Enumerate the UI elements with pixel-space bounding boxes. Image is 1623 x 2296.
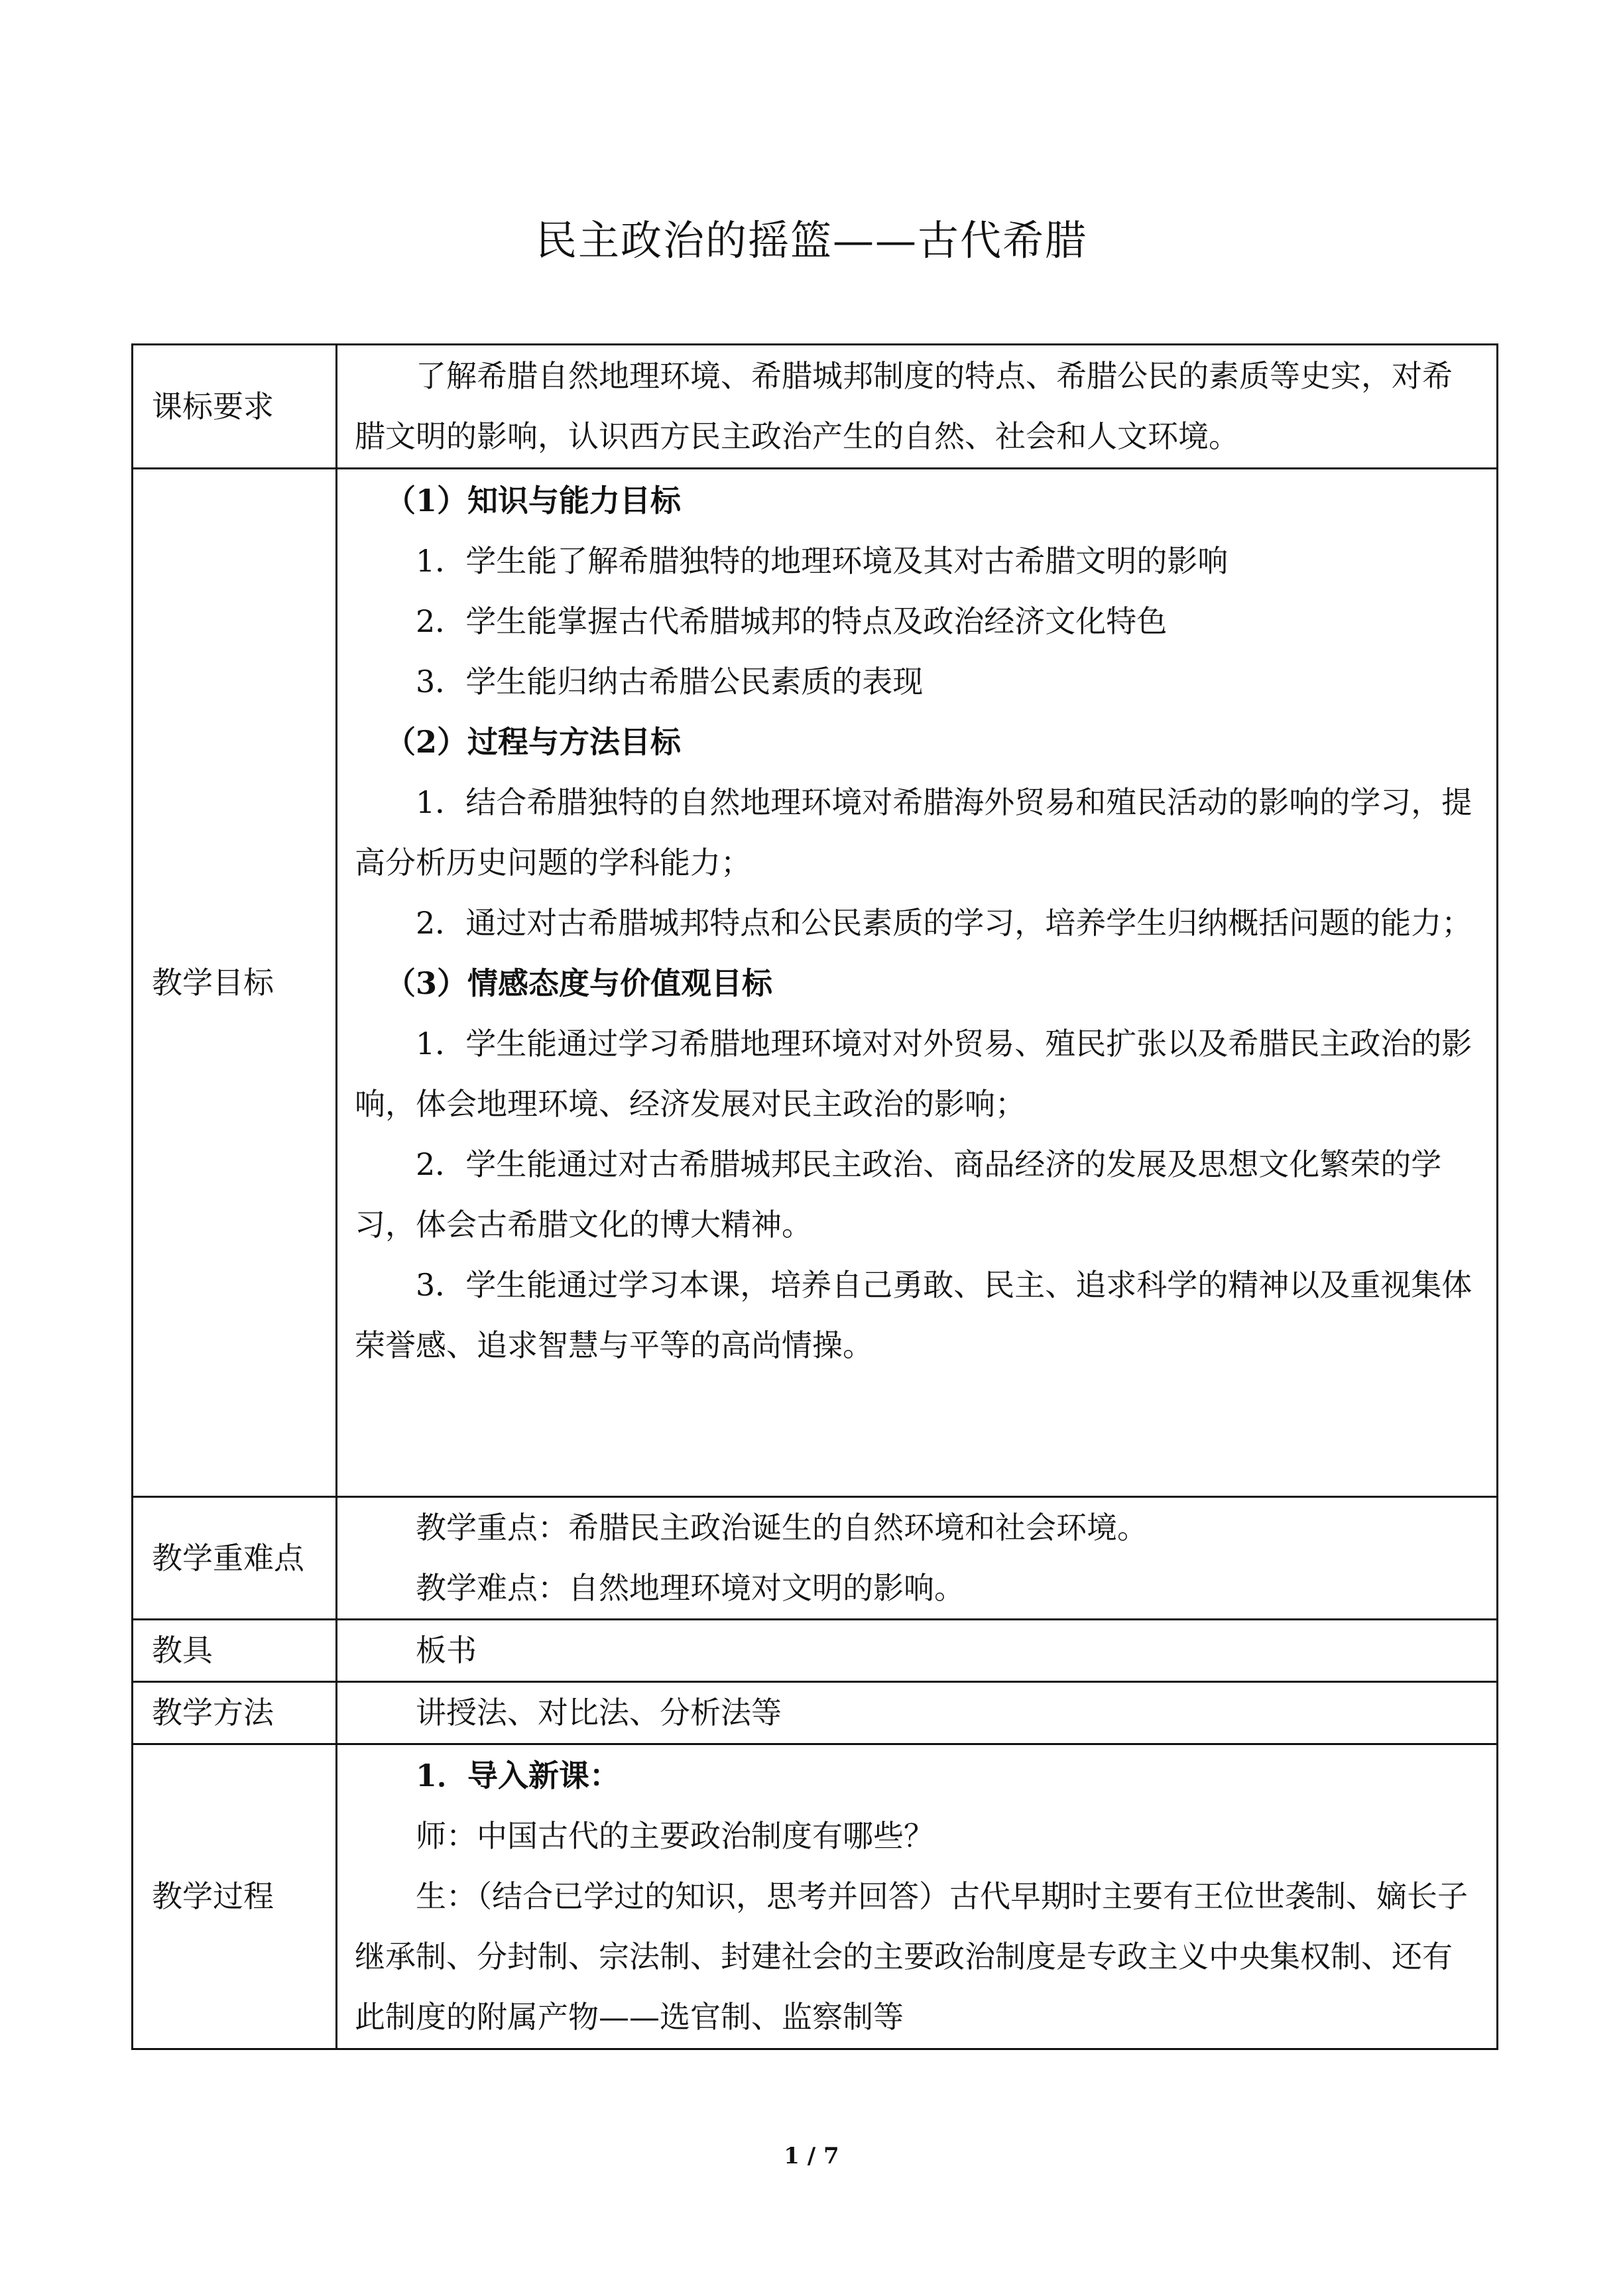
row-content-keypoints <box>337 1497 1498 1620</box>
objective-line: 1．结合希腊独特的自然地理环境对希腊海外贸易和殖民活动的影响的学习，提高分析历史问题的学科能力； <box>355 784 1473 880</box>
row-label-process: 教学过程 <box>133 1744 337 2049</box>
row-content-tools <box>337 1620 1498 1682</box>
row-label-keypoints: 教学重难点 <box>133 1497 337 1620</box>
methods-value: 讲授法、对比法、分析法等 <box>416 1695 782 1730</box>
table-row <box>133 469 1498 1497</box>
objective-line: 3．学生能归纳古希腊公民素质的表现 <box>416 664 924 699</box>
row-label-objectives: 教学目标 <box>133 469 337 1497</box>
difficulty-line: 教学难点：自然地理环境对文明的影响。 <box>416 1570 965 1606</box>
objective-line: 2．通过对古希腊城邦特点和公民素质的学习，培养学生归纳概括问题的能力； <box>416 905 1473 941</box>
process-line: 生：（结合已学过的知识，思考并回答）古代早期时主要有王位世袭制、嫡长子继承制、分封制、宗法制、封建社会的主要政治制度是专政主义中央集权制、还有此制度的附属产物——选官制、监察制等 <box>355 1878 1468 2035</box>
table-row <box>133 1497 1498 1620</box>
lesson-plan-table <box>131 343 1498 2050</box>
table-row <box>133 1744 1498 2049</box>
row-content-methods <box>337 1682 1498 1744</box>
page-title: 民主政治的摇篮——古代希腊 <box>535 216 1087 265</box>
row-label-methods: 教学方法 <box>133 1682 337 1744</box>
objective-line: 1．学生能了解希腊独特的地理环境及其对古希腊文明的影响 <box>416 543 1229 579</box>
objective-line: 1．学生能通过学习希腊地理环境对对外贸易、殖民扩张以及希腊民主政治的影响，体会地理环境、经济发展对民主政治的影响； <box>355 1026 1473 1122</box>
row-content-process <box>337 1744 1498 2049</box>
objective-line: 2．学生能通过对古希腊城邦民主政治、商品经济的发展及思想文化繁荣的学习，体会古希腊文化的博大精神。 <box>355 1146 1442 1242</box>
table-row <box>133 345 1498 469</box>
standard-text: 了解希腊自然地理环境、希腊城邦制度的特点、希腊公民的素质等史实，对希腊文明的影响，认识西方民主政治产生的自然、社会和人文环境。 <box>355 358 1453 454</box>
objective-heading-3: （3）情感态度与价值观目标 <box>385 965 773 1001</box>
keypoint-line: 教学重点：希腊民主政治诞生的自然环境和社会环境。 <box>416 1510 1148 1545</box>
row-content-standard <box>337 345 1498 469</box>
row-label-tools: 教具 <box>133 1620 337 1682</box>
objective-line: 3．学生能通过学习本课，培养自己勇敢、民主、追求科学的精神以及重视集体荣誉感、追求智慧与平等的高尚情操。 <box>355 1267 1473 1363</box>
table-row <box>133 1682 1498 1744</box>
tools-value: 板书 <box>416 1632 477 1668</box>
objective-heading-2: （2）过程与方法目标 <box>385 724 682 760</box>
table-row <box>133 1620 1498 1682</box>
process-line: 1．导入新课： <box>416 1758 621 1793</box>
row-label-standard: 课标要求 <box>133 345 337 469</box>
objective-heading-1: （1）知识与能力目标 <box>385 483 682 518</box>
objective-line: 2．学生能掌握古代希腊城邦的特点及政治经济文化特色 <box>416 603 1168 639</box>
row-content-objectives <box>337 469 1498 1497</box>
page-number: 1 / 7 <box>784 2143 839 2169</box>
process-line: 师：中国古代的主要政治制度有哪些？ <box>416 1818 934 1854</box>
